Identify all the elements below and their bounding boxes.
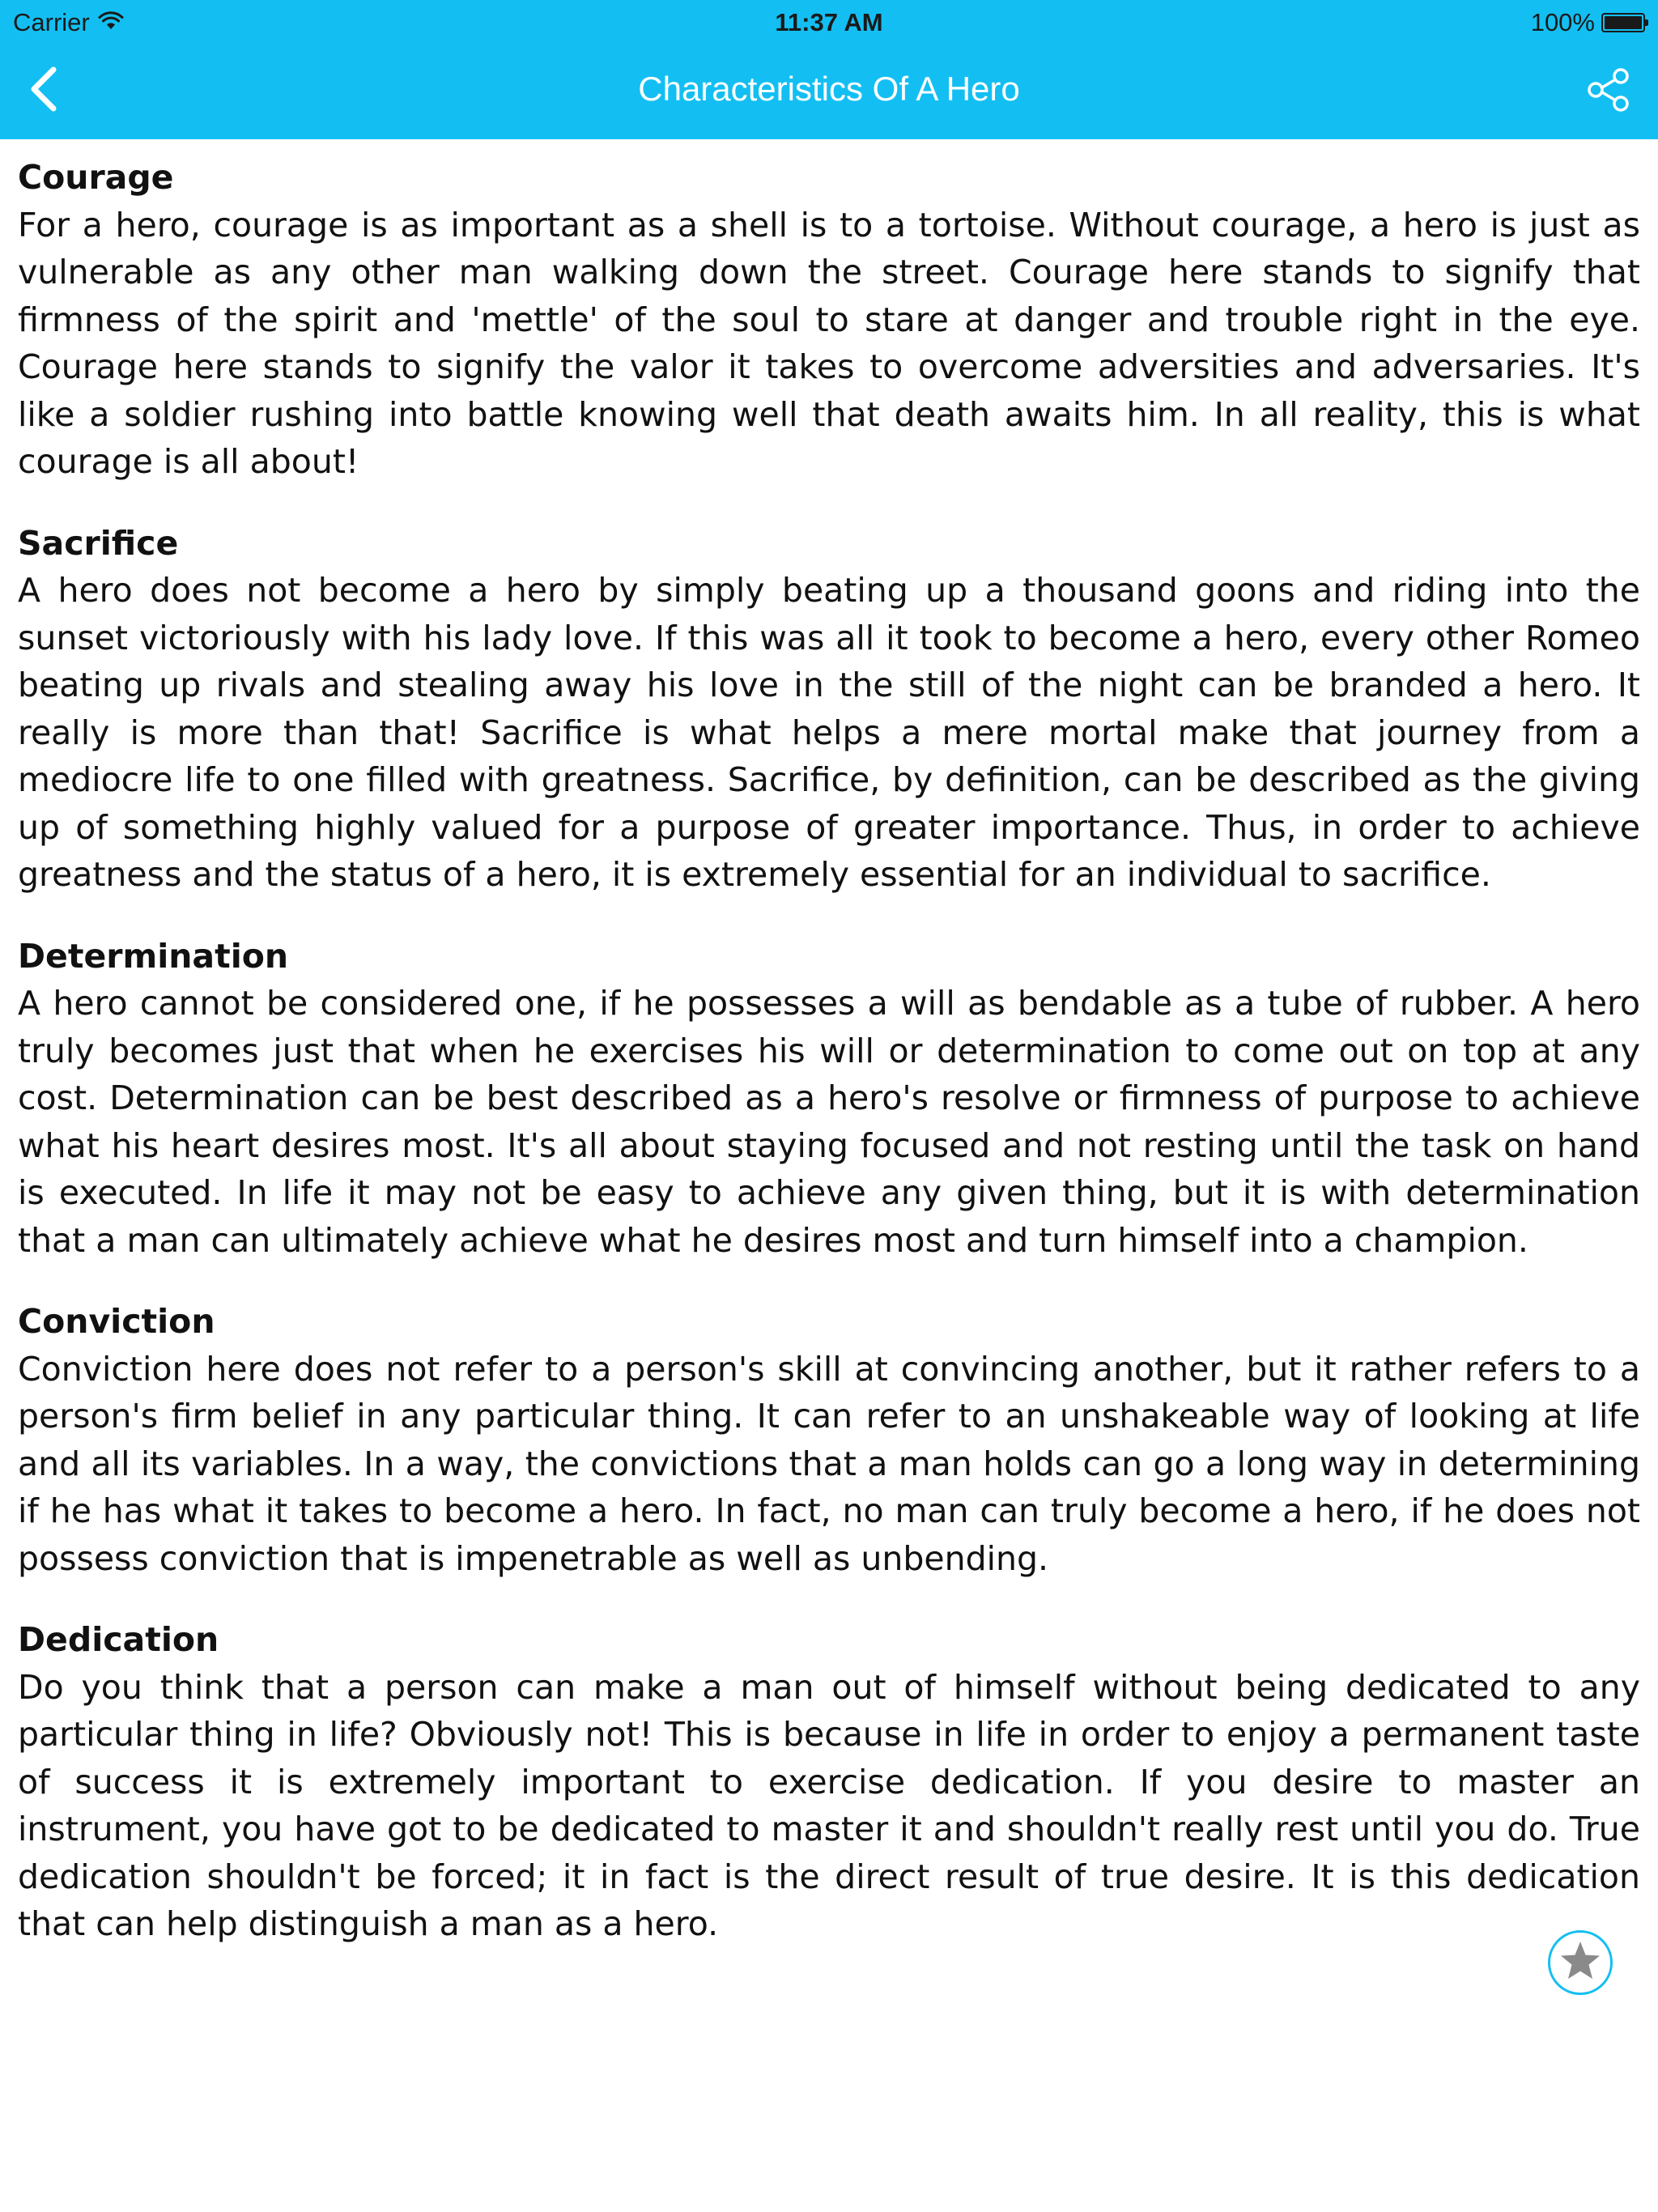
section-body: A hero does not become a hero by simply beating up a thousand goons and riding into the sunset victoriously with his lady love. If this was all it took to become a hero, every other Romeo beating up rivals and stealing away his love in the still of the night can be branded a hero. It really is more than that! Sacrifice is what helps a mere mortal make that journey from a mediocre life to one filled with greatness. Sacrifice, by definition, can be described as the giving up of something highly valued for a purpose of greater importance. Thus, in order to achieve greatness and the status of a hero, it is extremely essential for an individual to sacrifice. [18,571,1640,894]
page-title: Characteristics Of A Hero [638,70,1020,108]
favorite-button[interactable] [1548,1930,1613,1995]
section-dedication [18,1616,1640,1948]
chevron-left-icon [28,66,60,115]
section-courage [18,154,1640,486]
section-body: A hero cannot be considered one, if he possesses a will as bendable as a tube of rubber. A hero truly becomes just that when he exercises his will or determination to come out on top at any cost. Determination can be best described as a hero's resolve or firmness of purpose to achieve what his heart desires most. It's all about staying focused and not resting until the task on hand is executed. In life it may not be easy to achieve any given thing, but it is with determination that a man can ultimately achieve what he desires most and turn himself into a champion. [18,984,1640,1260]
status-time: 11:37 AM [775,8,883,36]
section-heading: Sacrifice [18,523,179,563]
back-button[interactable] [18,65,70,117]
navigation-bar [0,45,1658,139]
section-body: For a hero, courage is as important as a shell is to a tortoise. Without courage, a hero is just as vulnerable as any other man walking down the street. Courage here stands to signify that firmness of the spirit and 'mettle' of the soul to stare at danger and trouble right in the eye. Courage here stands to signify the valor it takes to overcome adversities and adversaries. It's like a soldier rushing into battle knowing well that death awaits him. In all reality, this is what courage is all about! [18,205,1640,481]
carrier-label: Carrier [13,8,90,36]
share-button[interactable] [1580,63,1637,120]
battery-icon [1601,13,1645,32]
battery-indicator [1531,8,1645,37]
section-determination [18,933,1640,1265]
section-sacrifice [18,520,1640,899]
section-conviction [18,1298,1640,1582]
section-heading: Conviction [18,1302,215,1341]
status-bar [0,0,1658,45]
section-body: Do you think that a person can make a man out of himself without being dedicated to any particular thing in life? Obviously not! This is because in life in order to enjoy a permanent taste of success it is extremely important to exercise dedication. If you desire to master an instrument, you have got to be dedicated to master it and shouldn't really rest until you do. True dedication shouldn't be forced; it in fact is the direct result of true desire. It is this dedication that can help distinguish a man as a hero. [18,1667,1640,1943]
article-content [18,154,1640,1982]
section-heading: Determination [18,936,289,976]
battery-fill [1605,16,1642,29]
section-body: Conviction here does not refer to a person's skill at convincing another, but it rather refers to a person's firm belief in any particular thing. It can refer to an unshakeable way of looking at life and all its variables. In a way, the convictions that a man holds can go a long way in determining if he has what it takes to become a hero. In fact, no man can truly become a hero, if he does not possess conviction that is impenetrable as well as unbending. [18,1349,1640,1578]
section-heading: Courage [18,158,174,197]
section-heading: Dedication [18,1620,219,1659]
star-icon [1558,1938,1603,1987]
share-icon [1584,66,1633,117]
battery-percent: 100% [1530,8,1595,36]
